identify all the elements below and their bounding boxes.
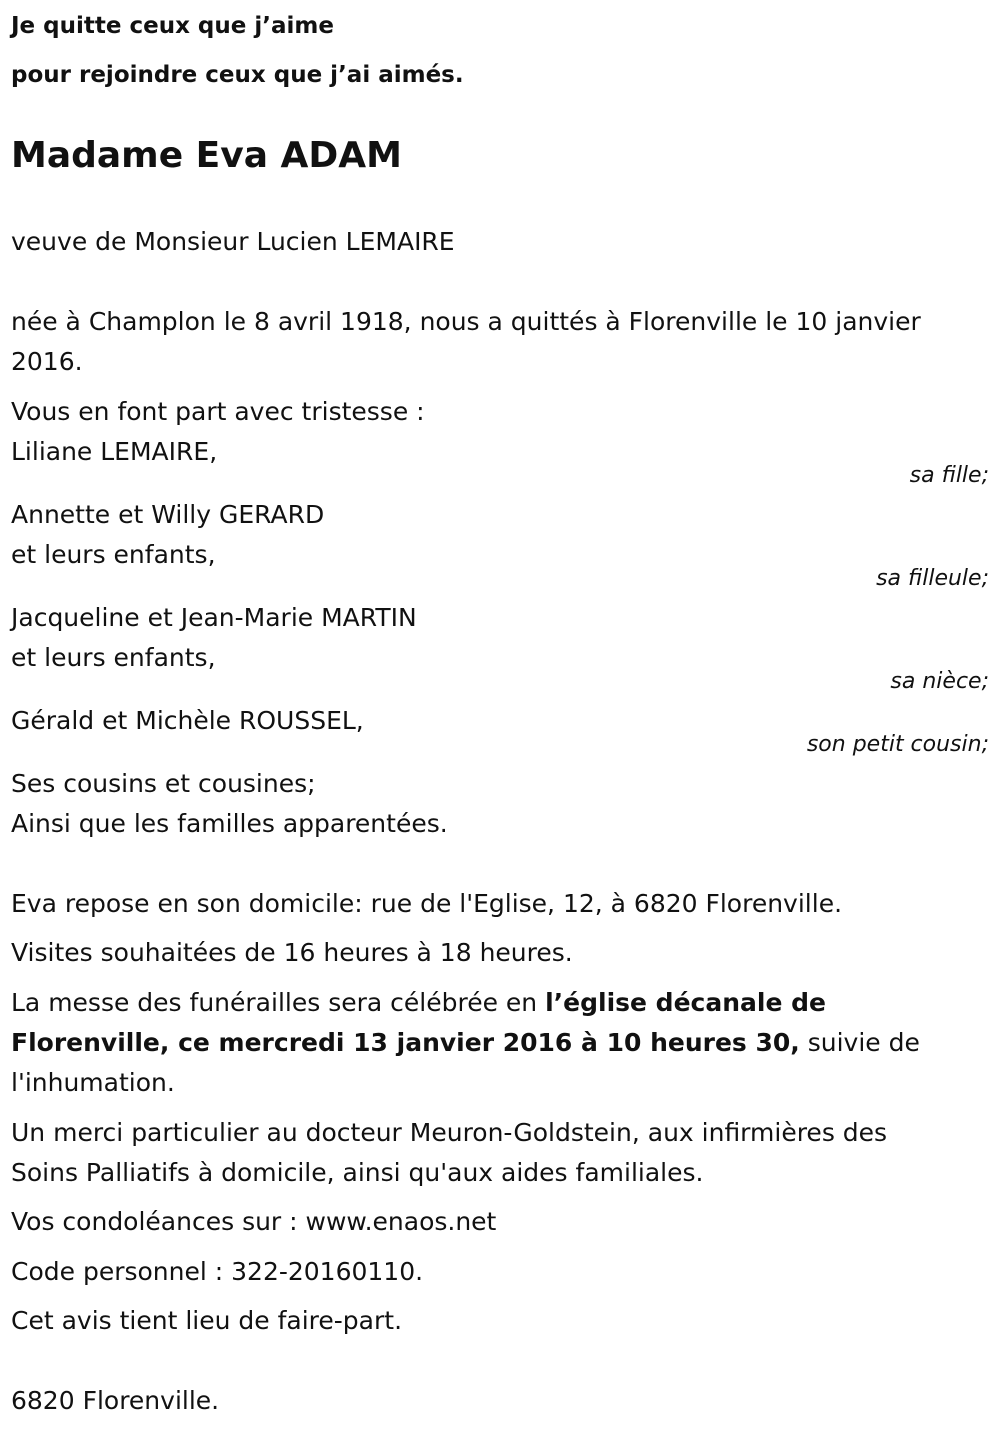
family-member-name: Annette et Willy GERARD [11,500,325,529]
place-line: 6820 Florenville. [11,1386,220,1415]
notice-line: Cet avis tient lieu de faire-part. [11,1306,403,1335]
birth-death-line-1: née à Champlon le 8 avril 1918, nous a quittés à Florenville le 10 janvier [11,307,921,336]
family-member-children: et leurs enfants, [11,540,216,569]
spouse-line: veuve de Monsieur Lucien LEMAIRE [11,227,455,256]
family-intro: Vous en font part avec tristesse : [11,397,425,426]
mass-text: La messe des funérailles sera célébrée en [11,988,546,1017]
mass-church: l’église décanale de [545,988,826,1017]
family-member-relation: son petit cousin; [806,732,989,757]
family-member-name: Gérald et Michèle ROUSSEL, [11,706,364,735]
mass-date-time: Florenville, ce mercredi 13 janvier 2016 à 10 heures 30, [11,1028,800,1057]
personal-code-line: Code personnel : 322-20160110. [11,1257,424,1286]
mass-line-3: l'inhumation. [11,1068,175,1097]
deceased-name: Madame Eva ADAM [11,135,402,176]
family-member-name: Liliane LEMAIRE, [11,437,218,466]
quote-line-2: pour rejoindre ceux que j’ai aimés. [11,62,464,88]
mass-line-1 [11,983,826,1023]
rest-line: Eva repose en son domicile: rue de l'Eglise, 12, à 6820 Florenville. [11,889,843,918]
family-member-name: Jacqueline et Jean-Marie MARTIN [11,603,417,632]
mass-text: suivie de [799,1028,920,1057]
cousins-line: Ses cousins et cousines; [11,769,316,798]
family-member-relation: sa fille; [909,463,989,488]
family-member-children: et leurs enfants, [11,643,216,672]
mass-line-2 [11,1023,920,1063]
condolences-line: Vos condoléances sur : www.enaos.net [11,1207,497,1236]
quote-line-1: Je quitte ceux que j’aime [11,13,334,39]
thanks-line-1: Un merci particulier au docteur Meuron-Goldstein, aux infirmières des [11,1118,888,1147]
families-line: Ainsi que les familles apparentées. [11,809,448,838]
birth-death-line-2: 2016. [11,347,83,376]
thanks-line-2: Soins Palliatifs à domicile, ainsi qu'aux aides familiales. [11,1158,704,1187]
visits-line: Visites souhaitées de 16 heures à 18 heures. [11,938,573,967]
family-member-relation: sa nièce; [890,669,989,694]
family-member-relation: sa filleule; [876,566,989,591]
